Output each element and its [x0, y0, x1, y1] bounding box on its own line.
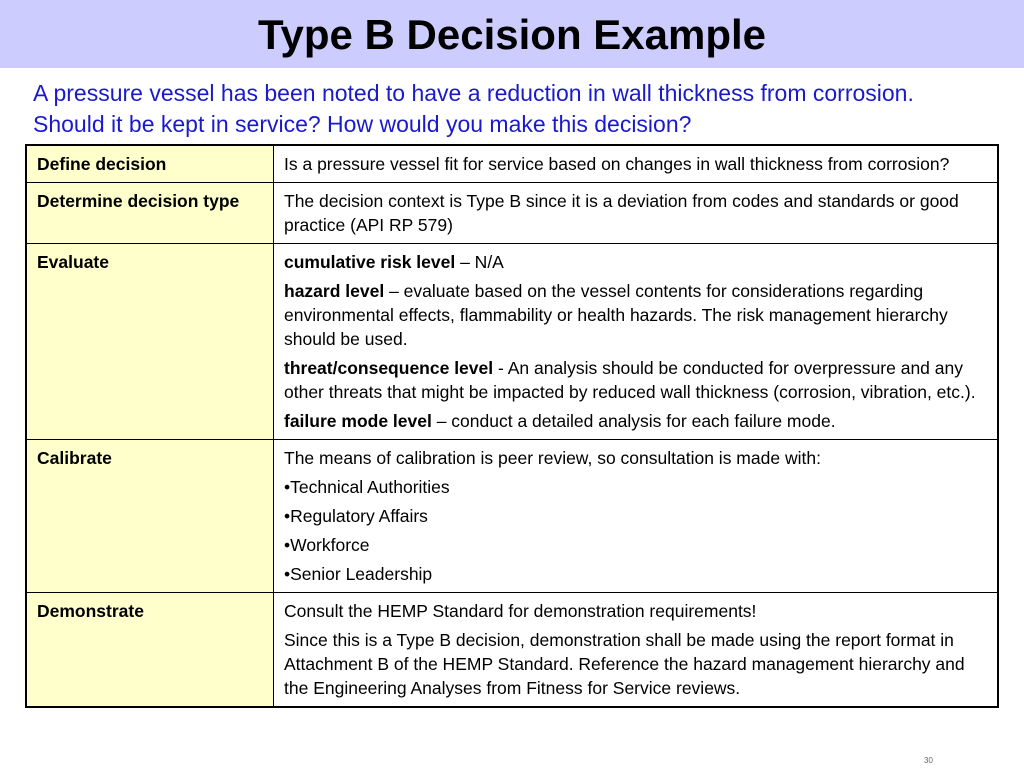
evaluate-term: hazard level: [284, 281, 385, 301]
decision-table: [25, 144, 999, 708]
table-row-evaluate: [26, 244, 998, 440]
calibrate-bullet: •Technical Authorities: [284, 477, 450, 497]
row-text-define: Is a pressure vessel fit for service based on changes in wall thickness from corrosion?: [274, 145, 999, 183]
evaluate-term: cumulative risk level: [284, 252, 456, 272]
evaluate-detail: - An analysis should be conducted for overpressure and any other threats that might be impacted by reduced wall thickness (corrosion, vibration, etc.).: [284, 358, 976, 402]
demonstrate-para-2: Since this is a Type B decision, demonstration shall be made using the report format in Attachment B of the HEMP Standard. Reference the hazard management hierarchy and the Engineering Analyses from Fitness for Service reviews.: [284, 630, 965, 698]
row-text-calibrate: [274, 440, 999, 593]
row-text-determine: The decision context is Type B since it is a deviation from codes and standards or good practice (API RP 579): [274, 183, 999, 244]
calibrate-intro: The means of calibration is peer review, so consultation is made with:: [284, 448, 821, 468]
table-row-determine: [26, 183, 998, 244]
row-label-define: Define decision: [26, 145, 274, 183]
intro-text: [33, 78, 1023, 140]
row-label-determine: Determine decision type: [26, 183, 274, 244]
intro-line-1: A pressure vessel has been noted to have a reduction in wall thickness from corrosion.: [33, 80, 914, 106]
evaluate-detail: – evaluate based on the vessel contents for considerations regarding environmental effects, flammability or health hazards. The risk management hierarchy should be used.: [284, 281, 948, 349]
row-label-calibrate: Calibrate: [26, 440, 274, 593]
row-text-evaluate: [274, 244, 999, 440]
row-label-evaluate: Evaluate: [26, 244, 274, 440]
evaluate-detail: – conduct a detailed analysis for each failure mode.: [431, 411, 836, 431]
table-row-calibrate: [26, 440, 998, 593]
demonstrate-para-1: Consult the HEMP Standard for demonstration requirements!: [284, 601, 757, 621]
evaluate-term: threat/consequence level: [284, 358, 494, 378]
intro-line-2: Should it be kept in service? How would you make this decision?: [33, 111, 692, 137]
calibrate-bullet: •Regulatory Affairs: [284, 506, 428, 526]
calibrate-bullet: •Workforce: [284, 535, 370, 555]
table-row-demonstrate: [26, 593, 998, 708]
evaluate-item: [284, 356, 987, 404]
row-label-demonstrate: Demonstrate: [26, 593, 274, 708]
slide-title: Type B Decision Example: [257, 11, 767, 58]
evaluate-detail: – N/A: [455, 252, 504, 272]
evaluate-item: [284, 250, 987, 274]
calibrate-bullet: •Senior Leadership: [284, 564, 433, 584]
evaluate-item: [284, 279, 987, 351]
evaluate-term: failure mode level: [284, 411, 432, 431]
page-number: 30: [924, 756, 933, 765]
evaluate-item: [284, 409, 987, 433]
row-text-demonstrate: [274, 593, 999, 708]
table-row-define: [26, 145, 998, 183]
